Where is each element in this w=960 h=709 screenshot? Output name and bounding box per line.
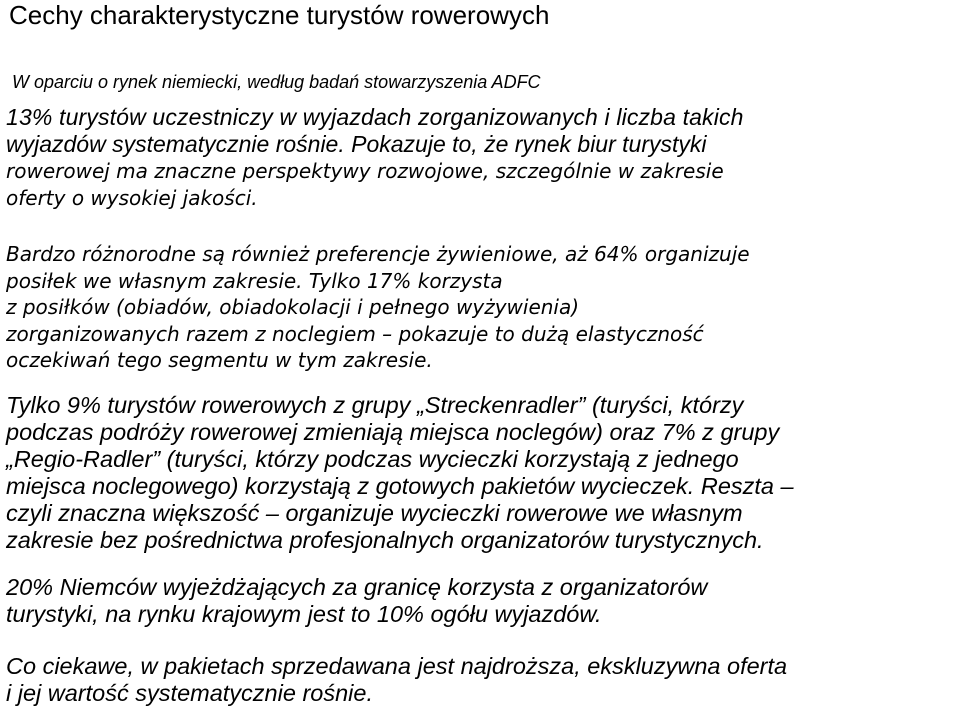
text-line: turystyki, na rynku krajowym jest to 10% ogółu wyjazdów. xyxy=(6,601,602,627)
text-line: czyli znaczna większość – organizuje wycieczki rowerowe we własnym xyxy=(6,500,743,526)
paragraph-ready-packages xyxy=(6,392,956,554)
paragraph-food-preferences xyxy=(6,241,956,374)
text-line: Bardzo różnorodne są również preferencje żywieniowe, aż 64% organizuje xyxy=(6,242,750,266)
text-line: i jej wartość systematycznie rośnie. xyxy=(6,680,373,706)
text-line: podczas podróży rowerowej zmieniają miejsca noclegów) oraz 7% z grupy xyxy=(6,419,780,445)
slide-subtitle: W oparciu o rynek niemiecki, według badań stowarzyszenia ADFC xyxy=(12,72,541,92)
paragraph-germans-abroad xyxy=(6,574,956,628)
text-line: miejsca noclegowego) korzystają z gotowych pakietów wycieczek. Reszta – xyxy=(6,473,794,499)
text-line: Co ciekawe, w pakietach sprzedawana jest najdroższa, ekskluzywna oferta xyxy=(6,653,788,679)
slide-title: Cechy charakterystyczne turystów rowerowych xyxy=(9,0,550,30)
text-line: zakresie bez pośrednictwa profesjonalnych organizatorów turystycznych. xyxy=(6,527,764,553)
text-line: rowerowej ma znaczne perspektywy rozwojowe, szczególnie w zakresie xyxy=(6,159,724,183)
paragraph-exclusive-offer xyxy=(6,653,956,707)
text-line: oczekiwań tego segmentu w tym zakresie. xyxy=(6,348,433,372)
text-line: posiłek we własnym zakresie. Tylko 17% korzysta xyxy=(6,268,503,293)
text-line: oferty o wysokiej jakości. xyxy=(6,186,258,210)
text-line: Tylko 9% turystów rowerowych z grupy „Streckenradler” (turyści, którzy xyxy=(6,392,744,418)
text-line: 13% turystów uczestniczy w wyjazdach zorganizowanych i liczba takich xyxy=(6,104,744,130)
paragraph-organized-trips xyxy=(6,104,956,212)
text-line: zorganizowanych razem z noclegiem – pokazuje to dużą elastyczność xyxy=(6,321,704,346)
text-line: wyjazdów systematycznie rośnie. Pokazuje to, że rynek biur turystyki xyxy=(6,131,707,157)
text-line: z posiłków (obiadów, obiadokolacji i pełnego wyżywienia) xyxy=(6,295,580,319)
text-line: 20% Niemców wyjeżdżających za granicę korzysta z organizatorów xyxy=(6,574,708,600)
text-line: „Regio-Radler” (turyści, którzy podczas wycieczki korzystają z jednego xyxy=(6,446,739,472)
